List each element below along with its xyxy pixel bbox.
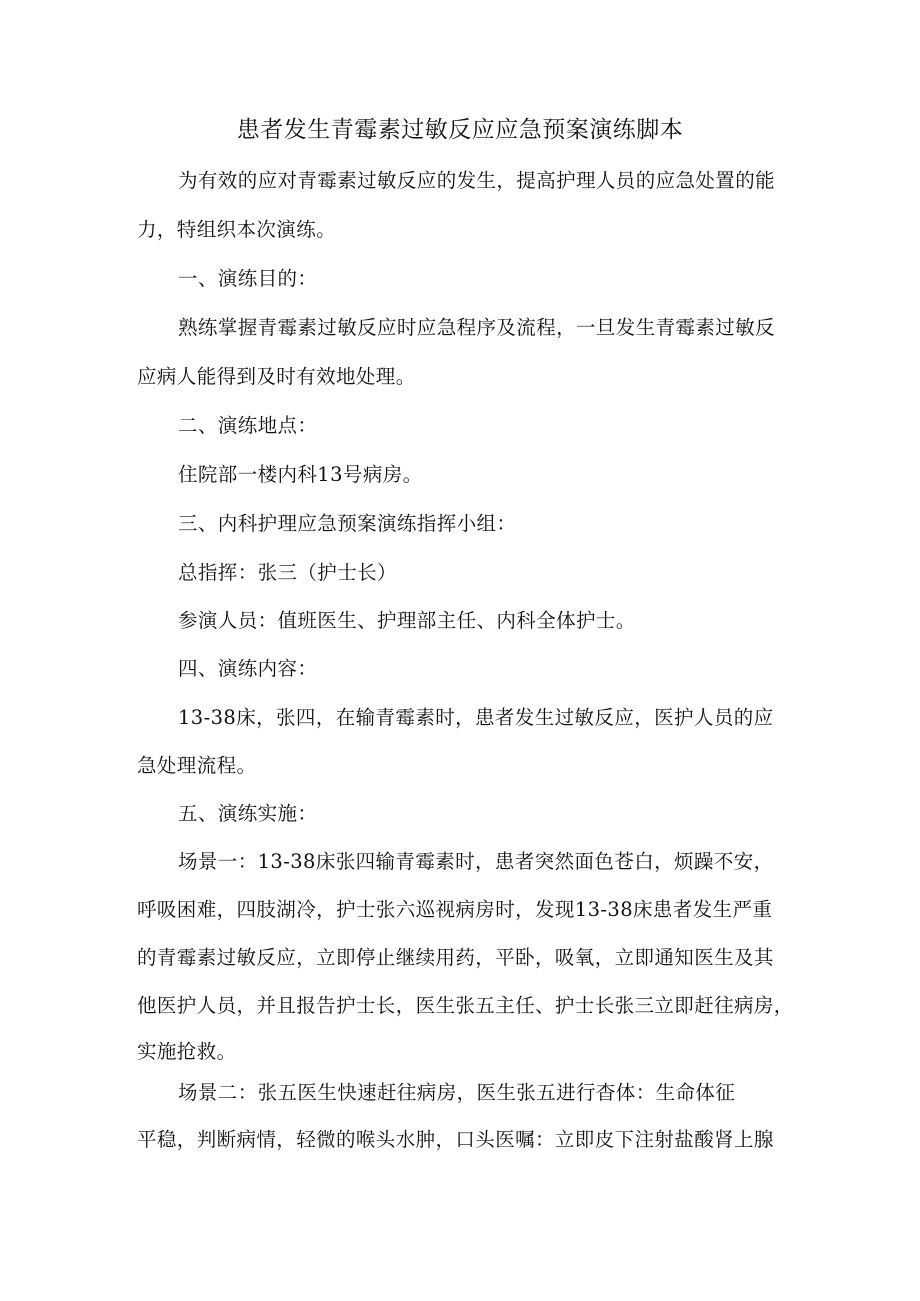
section-heading: 一、演练目的： [178, 267, 318, 290]
paragraph-line: 场景一：13-38床张四输青霉素时，患者突然面色苍白，烦躁不安， [178, 850, 774, 873]
paragraph-line: 13-38床，张四，在输青霉素时，患者发生过敏反应，医护人员的应 [178, 706, 774, 729]
paragraph-line: 平稳，判断病情，轻微的喉头水肿，口头医嘱：立即皮下注射盐酸肾上腺 [137, 1128, 774, 1151]
paragraph-line: 的青霉素过敏反应，立即停止继续用药，平卧，吸氧，立即通知医生及其 [137, 946, 774, 969]
paragraph-line: 实施抢救。 [137, 1040, 237, 1063]
paragraph-line: 急处理流程。 [137, 754, 257, 777]
section-heading: 五、演练实施： [178, 802, 318, 825]
paragraph-line: 场景二：张五医生快速赶往病房，医生张五进行杳体：生命体征 [178, 1081, 736, 1104]
paragraph-line: 应病人能得到及时有效地处理。 [137, 365, 416, 388]
section-heading: 二、演练地点： [178, 414, 318, 437]
paragraph-line: 他医护人员，并且报告护士长，医生张五主任、护士长张三立即赶往病房， [137, 994, 794, 1017]
paragraph-line: 熟练掌握青霉素过敏反应时应急程序及流程，一旦发生青霉素过敏反 [178, 316, 776, 339]
paragraph-line: 呼吸困难，四肢湖冷，护士张六巡视病房时，发现13-38床患者发生严重 [137, 898, 773, 921]
paragraph-line: 总指挥：张三（护士长） [178, 561, 397, 584]
paragraph-line: 住院部一楼内科13号病房。 [178, 463, 423, 486]
paragraph-line: 力，特组织本次演练。 [137, 218, 337, 241]
paragraph-line: 为有效的应对青霉素过敏反应的发生，提高护理人员的应急处置的能 [178, 169, 776, 192]
section-heading: 三、内科护理应急预案演练指挥小组： [178, 512, 517, 535]
document-title: 患者发生青霉素过敏反应应急预案演练脚本 [236, 117, 684, 143]
section-heading: 四、演练内容： [178, 657, 318, 680]
paragraph-line: 参演人员：值班医生、护理部主任、内科全体护士。 [178, 609, 636, 632]
